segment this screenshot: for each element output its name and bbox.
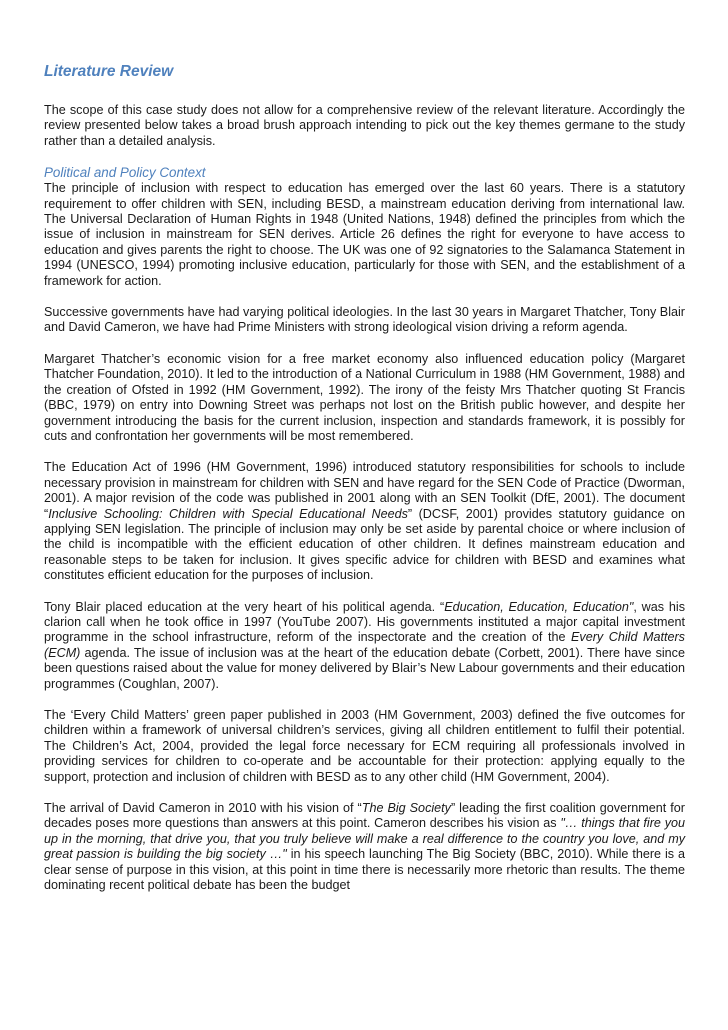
section-heading: Literature Review bbox=[44, 63, 174, 80]
paragraph-every-child-matters: The ‘Every Child Matters’ green paper published in 2003 (HM Government, 2003) defined the five outcomes for children within a framework of universal children’s services, giving all children entitlement to fulfil their potential. The Children’s Act, 2004, provided the legal force necessary for ECM requiring all professionals involved in providing services for children to co-operate and be accountable for their protection: applying equally to the support, protection and inclusion of children with BESD as to any other child (HM Government, 2004). bbox=[44, 708, 685, 784]
text-span: , was his clarion call when he took office in 1997 (YouTube 2007). His governments instituted a major capital investment programme in the school infrastructure, reform of the inspectorate and the creation of the bbox=[44, 599, 685, 645]
cameron-quote-italic: "… things that fire you up in the morning, that drive you, that you truly believe will make a real difference to the country you love, and my great passion is building the big society …" bbox=[44, 816, 685, 862]
subsection-heading: Political and Policy Context bbox=[44, 165, 206, 181]
document-title: Inclusive Schooling: Children with Special Educational Needs bbox=[48, 506, 408, 521]
text-span: in his speech launching The Big Society (BBC, 2010). While there is a clear sense of purpose in this vision, at this point in time there is necessarily more rhetoric than results. The theme dominating recent political debate has been the budget bbox=[44, 847, 685, 893]
paragraph-blair bbox=[44, 600, 685, 692]
quote-italic: Education, Education, Education" bbox=[444, 599, 634, 614]
document-page bbox=[44, 62, 685, 893]
ecm-italic: Every Child Matters (ECM) bbox=[44, 630, 685, 660]
paragraph-governments: Successive governments have had varying political ideologies. In the last 30 years in Margaret Thatcher, Tony Blair and David Cameron, we have had Prime Ministers with strong ideological vision driving a reform agenda. bbox=[44, 305, 685, 335]
text-span: ” (DCSF, 2001) provides statutory guidance on applying SEN legislation. The principle of inclusion may only be set aside by parental choice or where inclusion of the child is incompatible with the efficient education of other children. It defines mainstream education and reasonable steps to be taken for inclusion. It gives specific advice for children with BESD and examines what constitutes efficient education for the purposes of inclusion. bbox=[44, 506, 685, 583]
paragraph-inclusion-principle: The principle of inclusion with respect to education has emerged over the last 60 years. There is a statutory requirement to offer children with SEN, including BESD, a mainstream education deriving from international law. The Universal Declaration of Human Rights in 1948 (United Nations, 1948) defined the principles from which the issue of inclusion in mainstream for SEN derives. Article 26 defines the right for everyone to have access to education and gives parents the right to choose. The UK was one of 92 signatories to the Salamanca Statement in 1994 (UNESCO, 1994) promoting inclusive education, particularly for those with SEN, and the establishment of a framework for action. bbox=[44, 181, 685, 288]
text-span: Tony Blair placed education at the very heart of his political agenda. “ bbox=[44, 599, 445, 614]
text-span: ” leading the first coalition government for decades poses more questions than answers at this point. Cameron describes his vision as bbox=[44, 801, 686, 831]
big-society-italic: The Big Society bbox=[361, 801, 451, 816]
text-span: agenda. The issue of inclusion was at the heart of the education debate (Corbett, 2001). There have since been questions raised about the value for money delivered by Blair’s New Labour governments and their education programmes (Coughlan, 2007). bbox=[44, 645, 685, 691]
paragraph-education-act bbox=[44, 460, 685, 583]
text-span: The arrival of David Cameron in 2010 with his vision of “ bbox=[44, 801, 362, 816]
paragraph-cameron bbox=[44, 801, 685, 893]
paragraph-thatcher: Margaret Thatcher’s economic vision for a free market economy also influenced education policy (Margaret Thatcher Foundation, 2010). It led to the introduction of a National Curriculum in 1988 (HM Government, 1988) and the creation of Ofsted in 1992 (HM Government, 1992). The irony of the feisty Mrs Thatcher quoting St Francis (BBC, 1979) on entry into Downing Street was perhaps not lost on the British public however, and despite her government introducing the basis for the current inclusion, inspection and standards framework, it is possibly for cuts and confrontation her governments will be most remembered. bbox=[44, 351, 685, 443]
text-span: The Education Act of 1996 (HM Government, 1996) introduced statutory responsibilities for schools to include necessary provision in mainstream for children with SEN and have regard for the SEN Code of Practice (Dworman, 2001). A major revision of the code was published in 2001 along with an SEN Toolkit (DfE, 2001). The document “ bbox=[44, 460, 685, 521]
intro-paragraph: The scope of this case study does not allow for a comprehensive review of the relevant literature. Accordingly the review presented below takes a broad brush approach intending to pick out the key themes germane to the study rather than a detailed analysis. bbox=[44, 103, 685, 148]
